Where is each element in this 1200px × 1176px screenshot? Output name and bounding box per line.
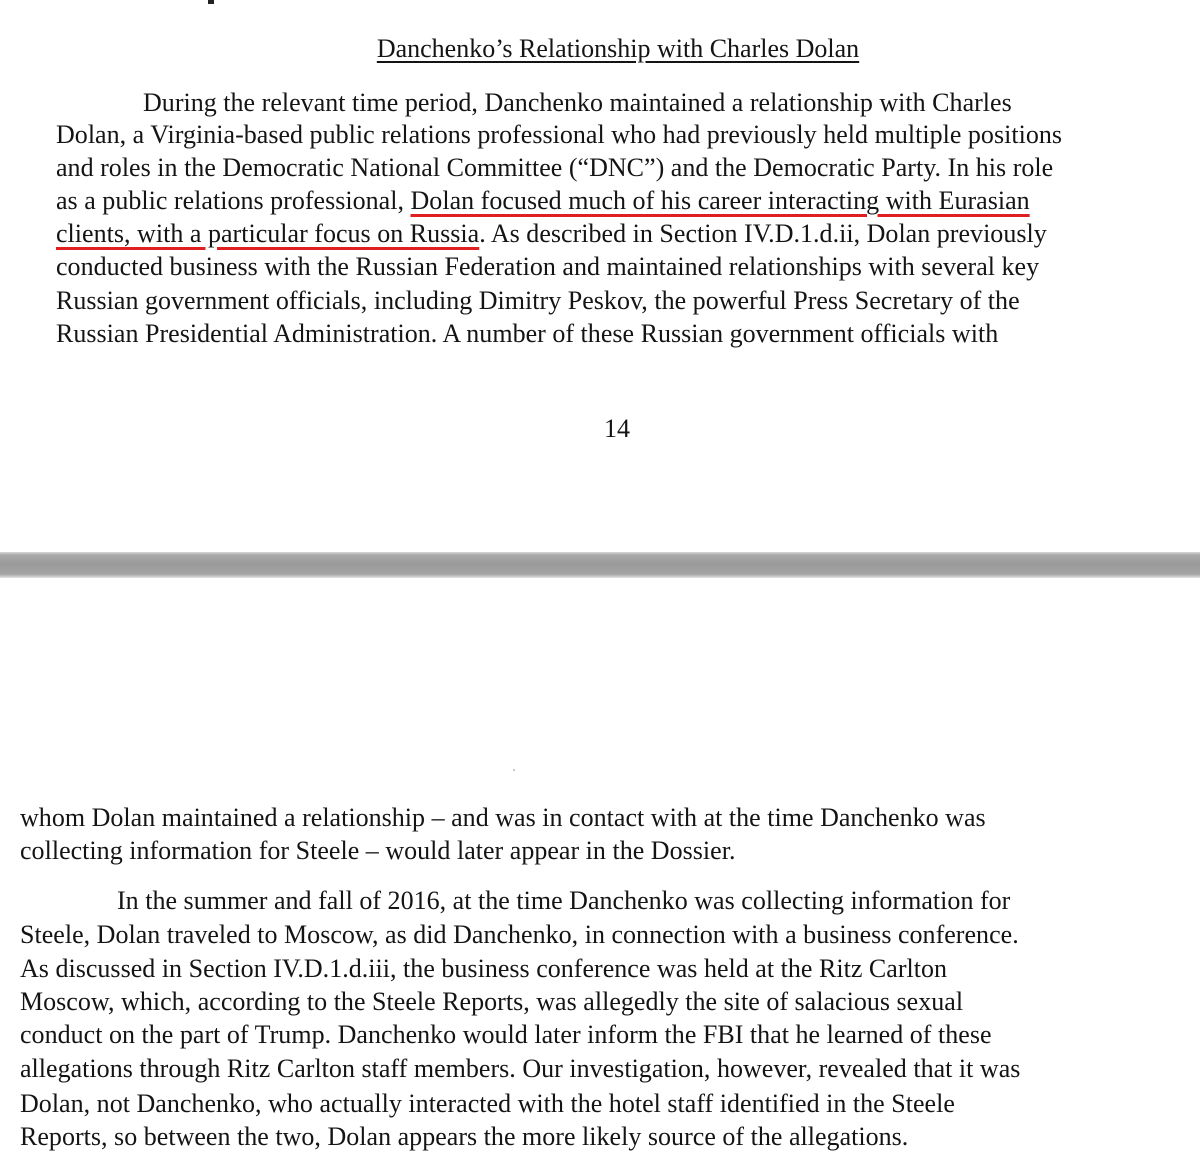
paragraph-line: Reports, so between the two, Dolan appears the more likely source of the allegations. (20, 1122, 909, 1151)
paragraph-line-annotated (56, 217, 1047, 251)
paragraph-line: Russian Presidential Administration. A number of these Russian government officials with (56, 319, 999, 348)
paragraph-line: Russian government officials, including Dimitry Peskov, the powerful Press Secretary of the (56, 286, 1020, 315)
scan-artifact (513, 769, 515, 771)
paragraph-line: During the relevant time period, Danchenko maintained a relationship with Charles (143, 88, 1012, 117)
line-text: . As described in Section IV.D.1.d.ii, Dolan previously (479, 219, 1047, 248)
paragraph-line: allegations through Ritz Carlton staff members. Our investigation, however, revealed that it was (20, 1054, 1021, 1083)
scan-artifact (208, 0, 214, 4)
paragraph-line: and roles in the Democratic National Committee (“DNC”) and the Democratic Party. In his role (56, 153, 1054, 182)
document-page-top (0, 0, 1200, 552)
line-text: as a public relations professional, (56, 186, 411, 215)
paragraph-line: whom Dolan maintained a relationship – and was in contact with at the time Danchenko was (20, 803, 986, 832)
red-underline-annotation: clients, with a particular focus on Russia (56, 219, 480, 248)
paragraph-line: conducted business with the Russian Federation and maintained relationships with several key (56, 252, 1040, 281)
paragraph-line: Steele, Dolan traveled to Moscow, as did Danchenko, in connection with a business conference. (20, 920, 1019, 949)
paragraph-line: conduct on the part of Trump. Danchenko would later inform the FBI that he learned of these (20, 1020, 992, 1049)
page-separator (0, 552, 1200, 578)
paragraph-line: Dolan, a Virginia-based public relations professional who had previously held multiple positions (56, 120, 1063, 149)
paragraph-line-annotated (56, 184, 1030, 218)
paragraph-line: As discussed in Section IV.D.1.d.iii, the business conference was held at the Ritz Carlton (20, 954, 948, 983)
page-number: 14 (604, 414, 630, 443)
paragraph-line: In the summer and fall of 2016, at the time Danchenko was collecting information for (117, 886, 1011, 915)
paragraph-line: Moscow, which, according to the Steele Reports, was allegedly the site of salacious sexual (20, 987, 964, 1016)
section-heading: Danchenko’s Relationship with Charles Dolan (376, 34, 860, 63)
red-underline-annotation: Dolan focused much of his career interacting with Eurasian (410, 186, 1030, 215)
paragraph-line: Dolan, not Danchenko, who actually interacted with the hotel staff identified in the Steele (20, 1089, 955, 1118)
paragraph-line: collecting information for Steele – would later appear in the Dossier. (20, 836, 736, 865)
